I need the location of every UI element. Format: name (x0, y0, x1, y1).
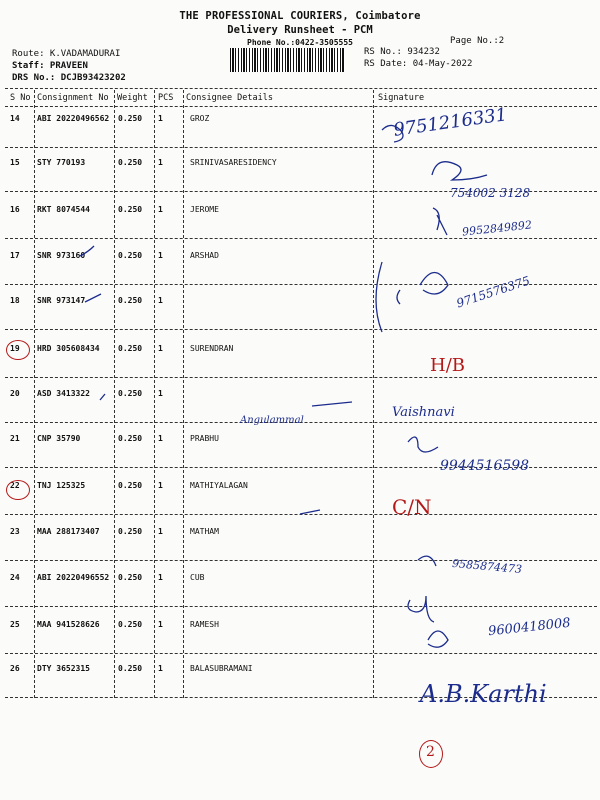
cell-pcs: 1 (158, 389, 163, 398)
signature-scribble (418, 556, 436, 566)
cell-consignee: PRABHU (190, 434, 219, 443)
cell-consignment-no: ABI 20220496562 (37, 114, 110, 123)
cell-consignment-no: MAA 288173407 (37, 527, 100, 536)
signature-bracket (376, 262, 382, 332)
signature-scribble (433, 208, 447, 235)
signature-phone: 9600418008 (487, 615, 572, 640)
cell-consignment-no: SNR 973147 (37, 296, 86, 305)
cell-weight: 0.250 (118, 158, 143, 167)
company-title: THE PROFESSIONAL COURIERS, Coimbatore (179, 10, 421, 22)
cell-consignment-no: DTY 3652315 (37, 664, 90, 673)
cell-pcs: 1 (158, 434, 163, 443)
cell-sno: 25 (10, 620, 20, 629)
signature-phone: 9751216331 (392, 104, 509, 141)
cell-consignee: CUB (190, 573, 205, 582)
cell-pcs: 1 (158, 251, 163, 260)
row-circle-mark (6, 480, 30, 500)
ink-tick (300, 510, 320, 514)
ink-tick (80, 246, 94, 256)
cell-consignee: RAMESH (190, 620, 219, 629)
page-mark: 2 (426, 744, 435, 760)
phone-number: Phone No.:0422-3505555 (247, 38, 353, 47)
cell-consignee: SURENDRAN (190, 344, 234, 353)
cell-consignee: SRINIVASARESIDENCY (190, 158, 277, 167)
cell-pcs: 1 (158, 573, 163, 582)
signature-phone: 9944516598 (440, 458, 530, 474)
cell-weight: 0.250 (118, 620, 143, 629)
cell-consignment-no: CNP 35790 (37, 434, 81, 443)
cell-weight: 0.250 (118, 205, 143, 214)
cell-sno: 14 (10, 114, 20, 123)
cell-consignment-no: ABI 20220496552 (37, 573, 110, 582)
cell-pcs: 1 (158, 205, 163, 214)
cell-pcs: 1 (158, 481, 163, 490)
signature-scribble (397, 273, 448, 305)
rs-number: RS No.: 934232 (364, 47, 440, 57)
cell-consignee: MATHAM (190, 527, 219, 536)
signature-scribble (408, 596, 434, 622)
ink-tick (100, 394, 105, 400)
signature-scribble (428, 631, 448, 647)
cell-weight: 0.250 (118, 251, 143, 260)
col-header-signature: Signature (378, 93, 425, 103)
route-label: Route: K.VADAMADURAI (12, 49, 121, 59)
col-header-pcs: PCS (158, 93, 174, 103)
cell-sno: 19 (10, 344, 20, 353)
cell-sno: 18 (10, 296, 20, 305)
cell-consignment-no: HRD 305608434 (37, 344, 100, 353)
signature-name: Vaishnavi (392, 405, 455, 420)
ink-tick (85, 294, 101, 302)
cell-consignment-no: RKT 8074544 (37, 205, 90, 214)
col-header-weight: Weight (117, 93, 148, 103)
col-header-sno: S No (10, 93, 31, 103)
cell-sno: 16 (10, 205, 20, 214)
signature-scribble (432, 162, 487, 180)
signature-phone: 9585874473 (451, 556, 523, 577)
cell-consignee: ARSHAD (190, 251, 219, 260)
cell-pcs: 1 (158, 114, 163, 123)
row-circle-mark (6, 340, 30, 360)
cell-weight: 0.250 (118, 573, 143, 582)
cell-sno: 21 (10, 434, 20, 443)
cell-weight: 0.250 (118, 664, 143, 673)
cell-pcs: 1 (158, 344, 163, 353)
col-header-consignee: Consignee Details (186, 93, 273, 103)
cell-sno: 26 (10, 664, 20, 673)
cell-weight: 0.250 (118, 481, 143, 490)
cell-sno: 23 (10, 527, 20, 536)
cell-pcs: 1 (158, 664, 163, 673)
cell-consignee: GROZ (190, 114, 210, 123)
cell-weight: 0.250 (118, 344, 143, 353)
hold-back-mark: H/B (430, 355, 465, 376)
rs-date: RS Date: 04-May-2022 (364, 59, 473, 69)
cell-consignment-no: TNJ 125325 (37, 481, 86, 490)
cell-pcs: 1 (158, 620, 163, 629)
drs-number: DRS No.: DCJB93423202 (12, 73, 126, 83)
cell-consignee: BALASUBRAMANI (190, 664, 253, 673)
handwritten-name: Angulammal (240, 415, 304, 426)
cell-consignee: JEROME (190, 205, 219, 214)
cell-sno: 20 (10, 389, 20, 398)
cell-consignment-no: MAA 941528626 (37, 620, 100, 629)
ink-underline (312, 402, 352, 406)
cell-weight: 0.250 (118, 389, 143, 398)
cell-weight: 0.250 (118, 434, 143, 443)
signature-phone: 9715576375 (454, 273, 532, 311)
cell-weight: 0.250 (118, 296, 143, 305)
cell-sno: 24 (10, 573, 20, 582)
col-header-consignment: Consignment No (37, 93, 109, 103)
cell-sno: 22 (10, 481, 20, 490)
cell-weight: 0.250 (118, 527, 143, 536)
page-number: Page No.:2 (450, 36, 505, 46)
staff-label: Staff: PRAVEEN (12, 61, 88, 71)
signature-name: A.B.Karthi (420, 680, 547, 708)
cell-consignee: MATHIYALAGAN (190, 481, 248, 490)
cell-pcs: 1 (158, 296, 163, 305)
cell-sno: 15 (10, 158, 20, 167)
cell-weight: 0.250 (118, 114, 143, 123)
cell-consignment-no: ASD 3413322 (37, 389, 90, 398)
cell-consignment-no: SNR 973160 (37, 251, 86, 260)
cell-pcs: 1 (158, 158, 163, 167)
signature-scribble (408, 437, 438, 452)
sheet-title: Delivery Runsheet - PCM (227, 24, 373, 36)
signature-phone: 9952849892 (461, 218, 533, 239)
cell-sno: 17 (10, 251, 20, 260)
cell-pcs: 1 (158, 527, 163, 536)
signature-phone: 754002 3128 (450, 186, 531, 200)
cn-mark: C/N (392, 495, 432, 519)
cell-consignment-no: STY 770193 (37, 158, 86, 167)
